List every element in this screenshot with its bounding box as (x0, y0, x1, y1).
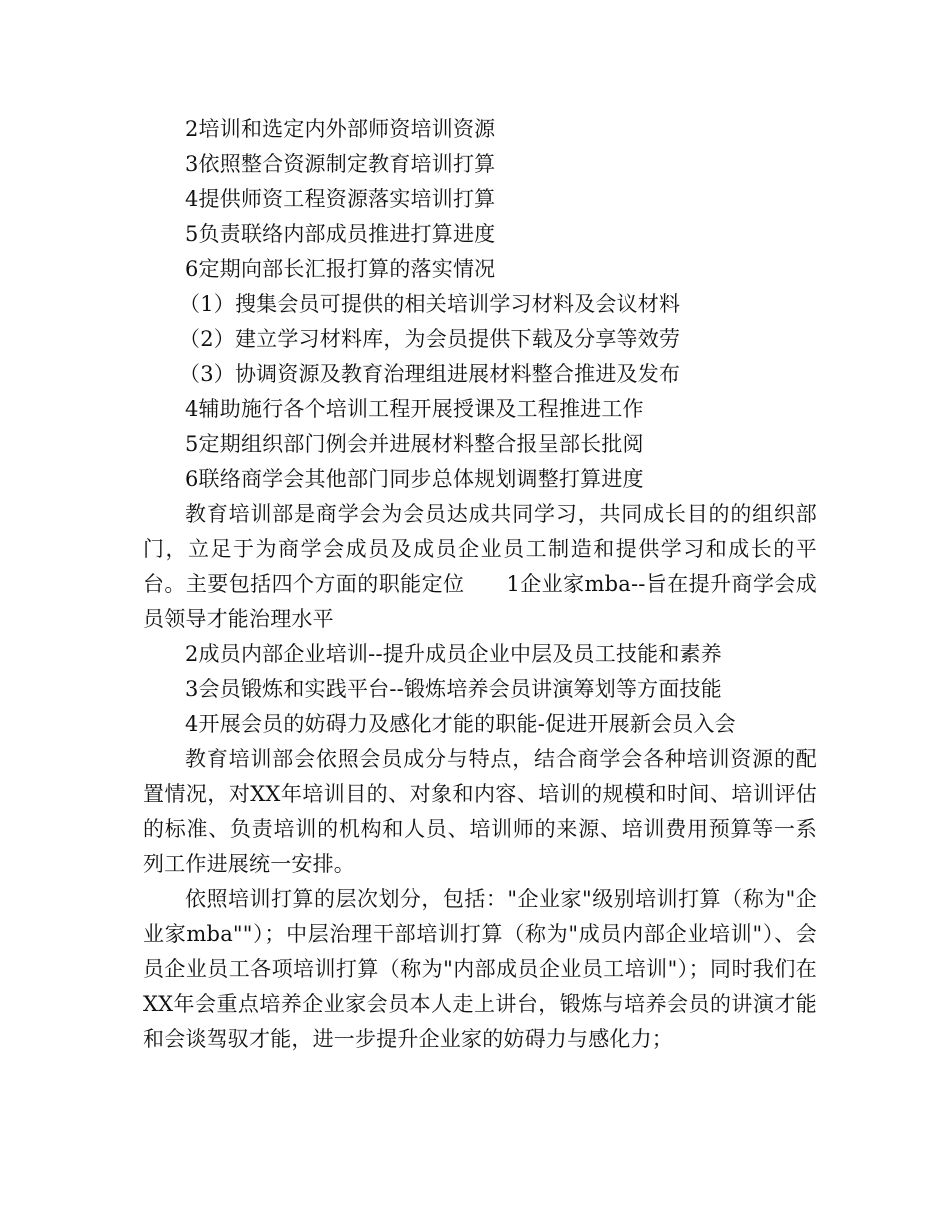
list-item: 4辅助施行各个培训工程开展授课及工程推进工作 (185, 397, 644, 421)
list-item: 4开展会员的妨碍力及感化才能的职能-促进开展新会员入会 (185, 712, 736, 736)
paragraph-training-plan: 教育培训部会依照会员成分与特点，结合商学会各种培训资源的配置情况，对XX年培训目的、对象和内容、培训的规模和时间、培训评估的标准、负责培训的机构和人员、培训师的来源、培训费用预算等一系列工作进展统一安排。 (143, 747, 817, 876)
list-item: 5定期组织部门例会并进展材料整合报呈部长批阅 (185, 432, 644, 456)
sub-list-item: （3）协调资源及教育治理组进展材料整合推进及发布 (179, 362, 681, 386)
sub-list-item: （1）搜集会员可提供的相关培训学习材料及会议材料 (179, 292, 681, 316)
paragraph-department-intro (143, 497, 817, 637)
paragraph-text: 教育培训部是商学会为会员达成共同学习，共同成长目的的组织部门，立足于为商学会成员及成员企业员工制造和提供学习和成长的平台。主要包括四个方面的职能定位 (143, 502, 817, 596)
list-item: 6联络商学会其他部门同步总体规划调整打算进度 (185, 467, 644, 491)
list-item: 6定期向部长汇报打算的落实情况 (185, 257, 496, 281)
list-item: 2成员内部企业培训--提升成员企业中层及员工技能和素养 (185, 642, 722, 666)
list-item: 2培训和选定内外部师资培训资源 (185, 117, 496, 141)
list-item: 4提供师资工程资源落实培训打算 (185, 187, 496, 211)
sub-list-item: （2）建立学习材料库，为会员提供下载及分享等效劳 (179, 327, 681, 351)
paragraph-plan-levels: 依照培训打算的层次划分，包括："企业家"级别培训打算（称为"企业家mba""）；中层治理干部培训打算（称为"成员内部企业培训"）、会员企业员工各项培训打算（称为"内部成员企业员工培训"）；同时我们在XX年会重点培养企业家会员本人走上讲台，锻炼与培养会员的讲演才能和会谈驾驭才能，进一步提升企业家的妨碍力与感化力； (143, 887, 817, 1051)
list-item: 5负责联络内部成员推进打算进度 (185, 222, 496, 246)
list-item: 3会员锻炼和实践平台--锻炼培养会员讲演筹划等方面技能 (185, 677, 722, 701)
list-item: 3依照整合资源制定教育培训打算 (185, 152, 496, 176)
paragraph-text: 1企业家mba--旨在提升商学会成员领导才能治理水平 (143, 572, 818, 631)
document-body (143, 112, 817, 1057)
